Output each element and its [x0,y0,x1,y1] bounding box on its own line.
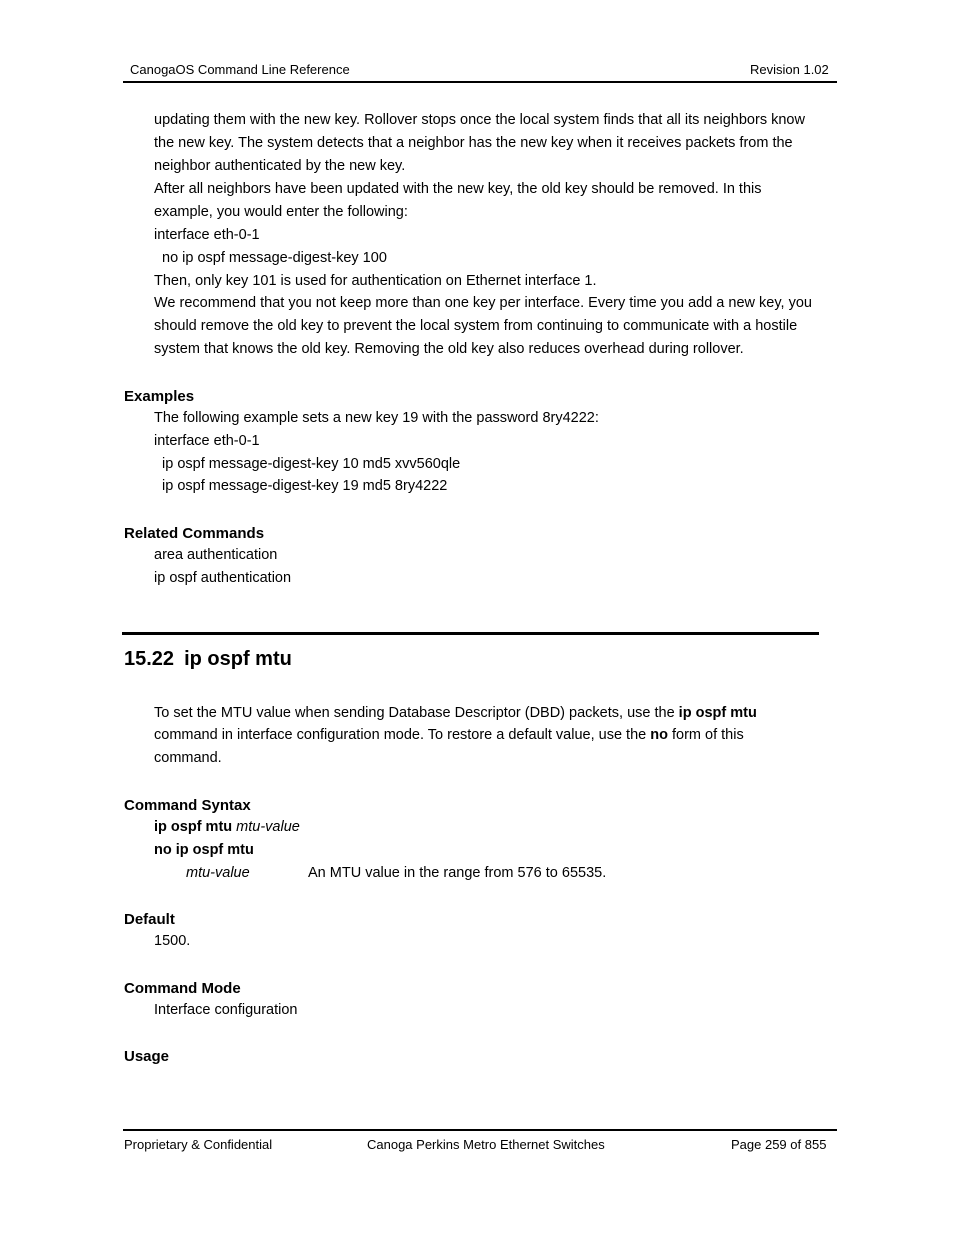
footer-page-number: Page 259 of 855 [731,1137,827,1152]
related-heading: Related Commands [124,525,265,542]
section-number: 15.22 [124,648,175,670]
intro-line: system that knows the old key. Removing the old key also reduces overhead during rollover. [154,341,744,357]
mode-heading: Command Mode [124,980,241,997]
section-name: ip ospf mtu [184,648,292,670]
code-line: interface eth-0-1 [154,433,260,449]
syntax-line [154,839,254,862]
command-name: ip ospf mtu [678,705,757,721]
mode-value: Interface configuration [154,1002,298,1018]
examples-heading: Examples [124,388,195,405]
intro-line: updating them with the new key. Rollover stops once the local system finds that all its neighbors know [154,112,805,128]
code-line: ip ospf message-digest-key 19 md5 8ry4222 [162,478,448,494]
header-revision: Revision 1.02 [750,62,829,77]
footer-rule [123,1129,837,1131]
intro-line: the new key. The system detects that a neighbor has the new key when it receives packets from the [154,135,793,151]
section-title [124,648,292,671]
syntax-argument: mtu-value [236,819,300,835]
intro-line: Then, only key 101 is used for authentication on Ethernet interface 1. [154,273,597,289]
description-text: To set the MTU value when sending Database Descriptor (DBD) packets, use the [154,705,679,721]
header-title: CanogaOS Command Line Reference [130,62,350,77]
examples-line: The following example sets a new key 19 with the password 8ry4222: [154,410,599,426]
intro-line: We recommend that you not keep more than one key per interface. Every time you add a new key, you [154,295,812,311]
code-line: ip ospf message-digest-key 10 md5 xvv560qle [162,456,461,472]
no-keyword: no [650,727,668,743]
description-line [154,702,757,725]
intro-line: example, you would enter the following: [154,204,408,220]
syntax-command: ip ospf mtu [154,819,233,835]
code-line: no ip ospf message-digest-key 100 [162,250,387,266]
description-line [154,724,744,747]
description-text: command in interface configuration mode. To restore a default value, use the [154,727,651,743]
param-description: An MTU value in the range from 576 to 65535. [308,865,607,881]
intro-line: neighbor authenticated by the new key. [154,158,406,174]
description-line: command. [154,750,222,766]
usage-heading: Usage [124,1048,170,1065]
default-heading: Default [124,911,175,928]
param-name [186,862,250,885]
header-rule [123,81,837,83]
code-line: interface eth-0-1 [154,227,260,243]
section-rule [122,632,819,635]
intro-line: After all neighbors have been updated with the new key, the old key should be removed. In this [154,181,762,197]
default-value: 1500. [154,933,191,949]
description-text: form of this [667,727,744,743]
syntax-heading: Command Syntax [124,797,251,814]
syntax-line [154,816,300,839]
related-item: ip ospf authentication [154,570,292,586]
intro-line: should remove the old key to prevent the local system from continuing to communicate with a hostile [154,318,798,334]
footer-left: Proprietary & Confidential [124,1137,273,1152]
param-name-text: mtu-value [186,865,250,881]
footer-center: Canoga Perkins Metro Ethernet Switches [367,1137,605,1152]
syntax-command: no ip ospf mtu [154,842,254,858]
related-item: area authentication [154,547,278,563]
